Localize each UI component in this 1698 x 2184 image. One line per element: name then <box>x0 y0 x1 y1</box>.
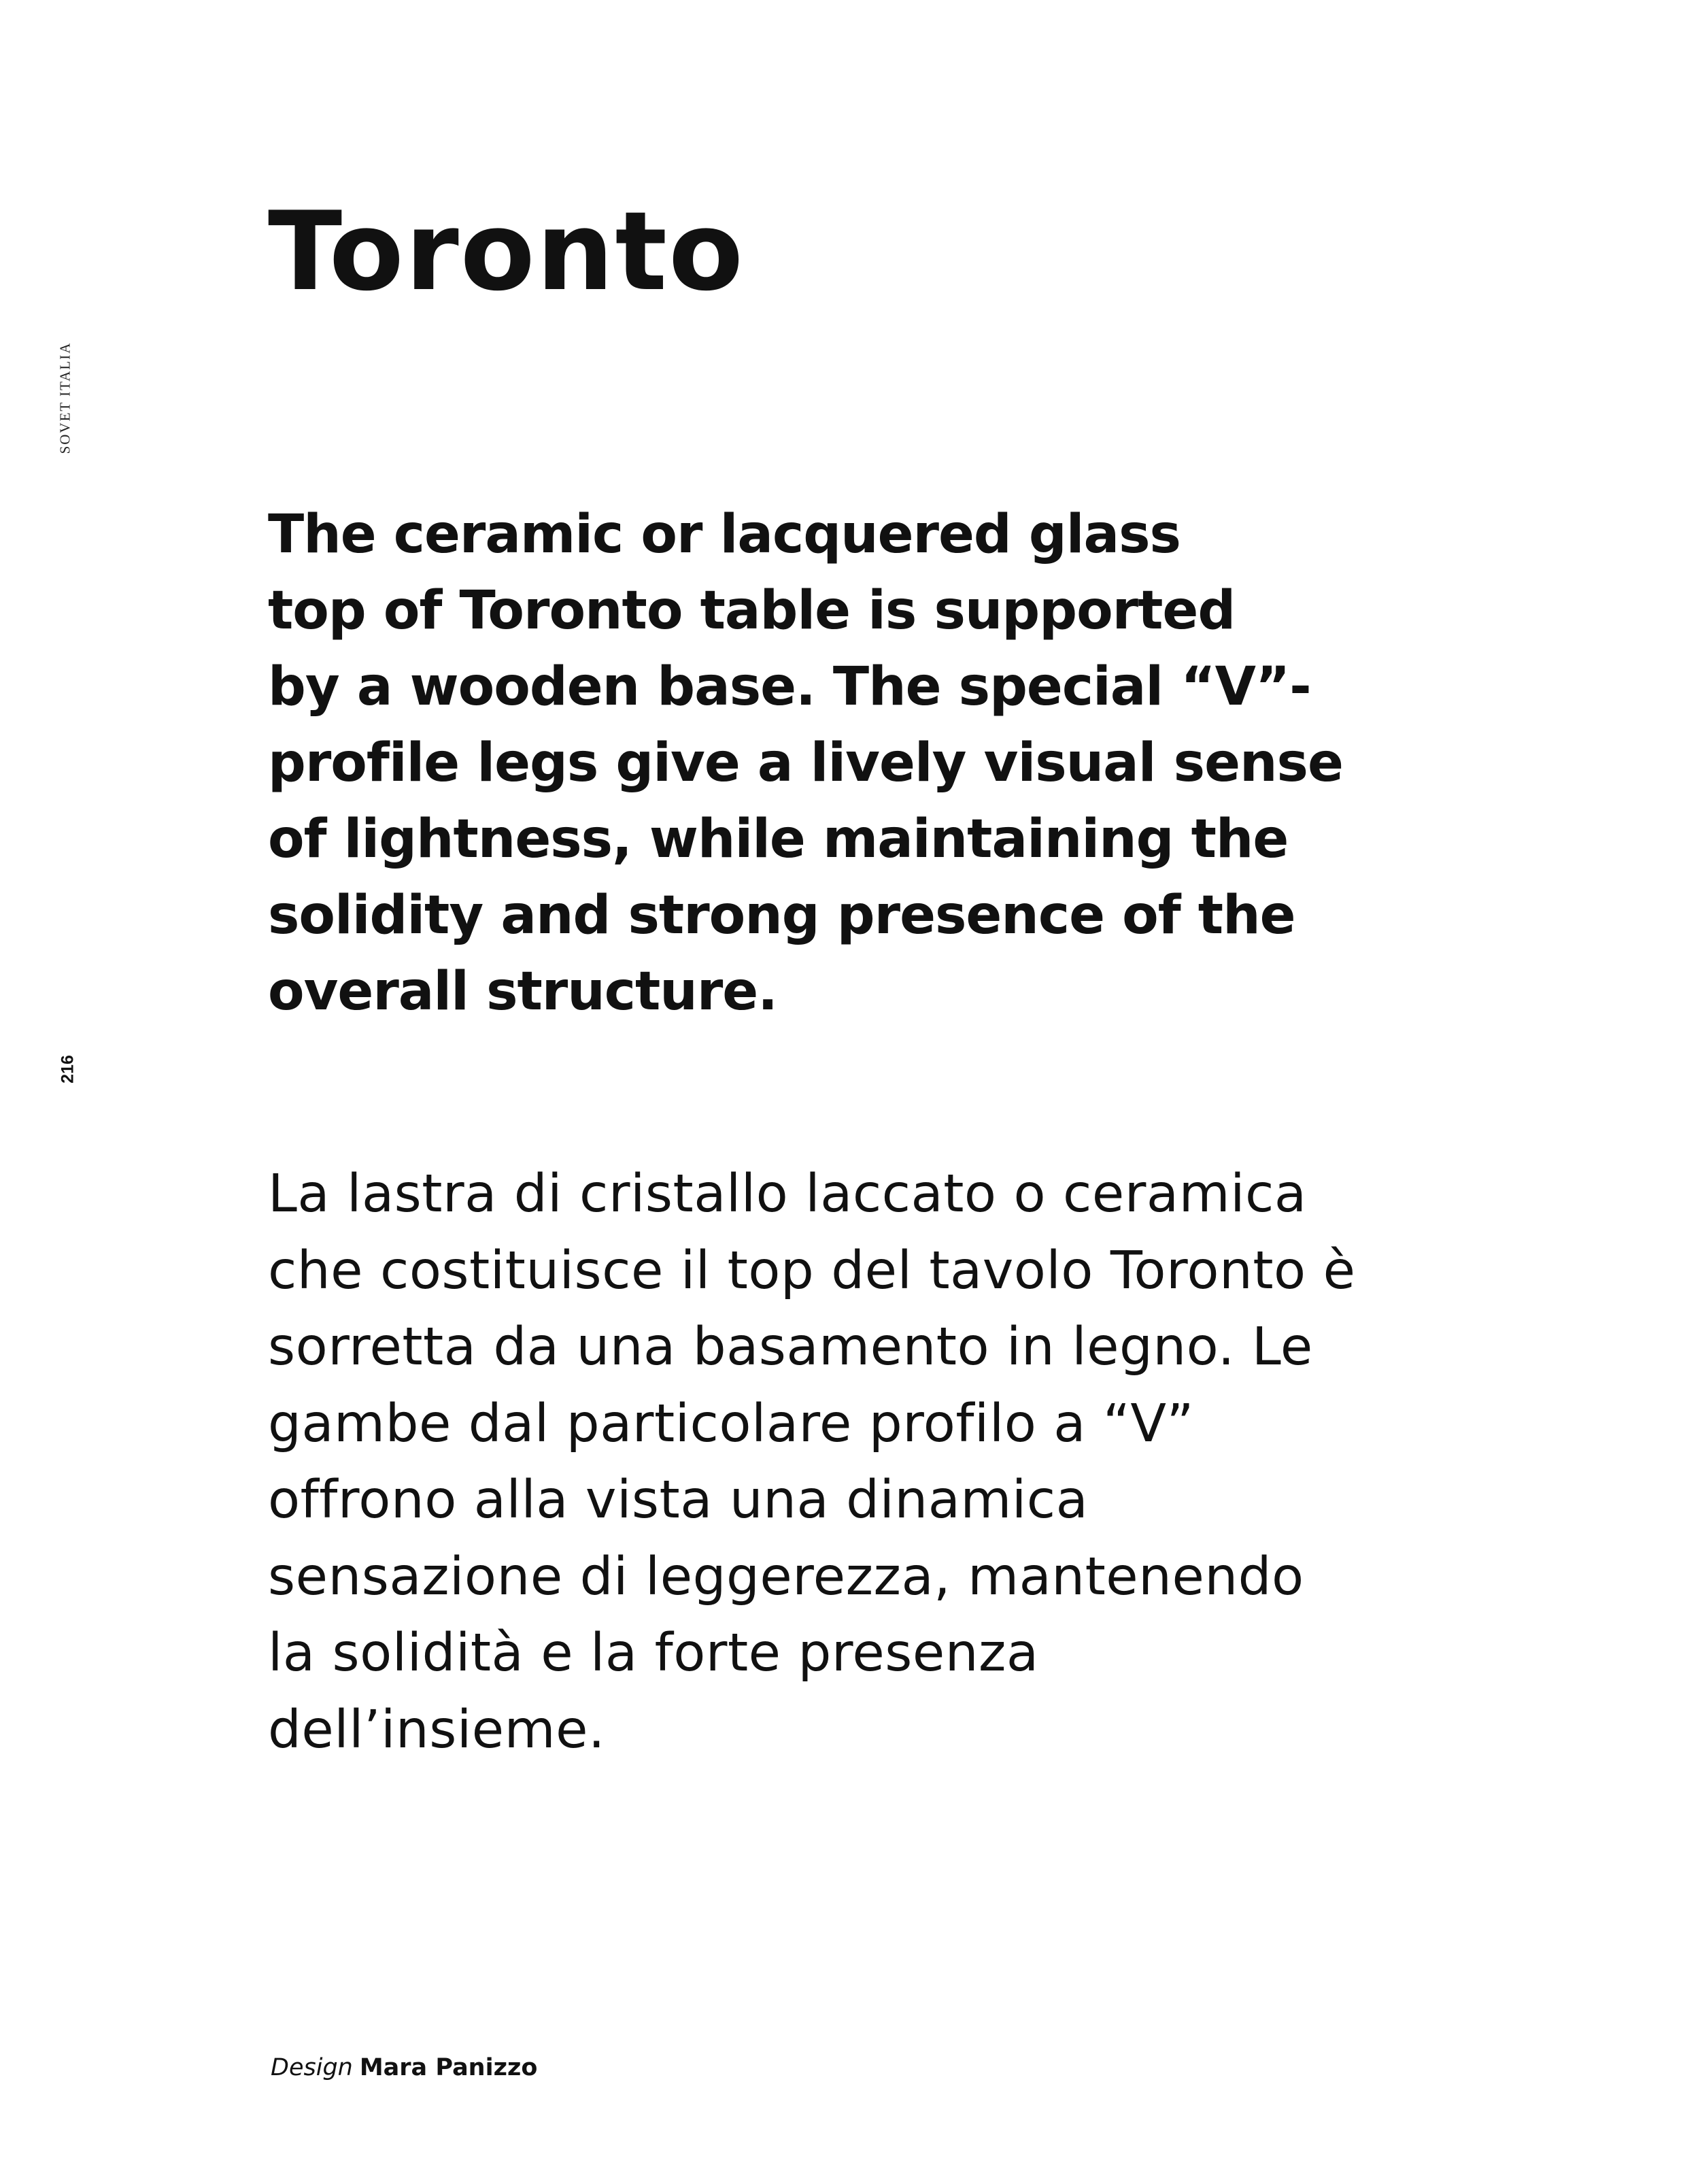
page-number-text: 216 <box>58 1055 78 1083</box>
description-italian-line: che costituisce il top del tavolo Toronto è <box>268 1240 1356 1301</box>
design-credit-label: Design <box>271 2054 353 2081</box>
description-english-line: profile legs give a lively visual sense <box>268 733 1343 794</box>
description-english-line: of lightness, while maintaining the <box>268 809 1289 870</box>
description-english-line: solidity and strong presence of the <box>268 885 1295 946</box>
brand-name-text: SOVET ITALIA <box>56 341 73 454</box>
description-english-line: overall structure. <box>268 961 777 1022</box>
description-english <box>268 497 1451 1030</box>
description-italian-line: La lastra di cristallo laccato o ceramica <box>268 1164 1307 1224</box>
description-italian-line: offrono alla vista una dinamica <box>268 1470 1089 1530</box>
description-italian <box>268 1156 1451 1768</box>
design-credit <box>271 2053 537 2083</box>
description-english-line: by a wooden base. The special “V”- <box>268 656 1311 718</box>
description-italian-line: dell’insieme. <box>268 1699 605 1760</box>
description-italian-line: sorretta da una basamento in legno. Le <box>268 1317 1313 1377</box>
description-italian-line: gambe dal particolare profilo a “V” <box>268 1393 1194 1454</box>
page-title: Toronto <box>268 188 745 315</box>
description-english-line: top of Toronto table is supported <box>268 580 1236 641</box>
description-italian-line: la solidità e la forte presenza <box>268 1623 1039 1683</box>
description-italian-line: sensazione di leggerezza, mantenendo <box>268 1546 1304 1607</box>
designer-name: Mara Panizzo <box>359 2054 538 2081</box>
description-english-line: The ceramic or lacquered glass <box>268 504 1181 565</box>
